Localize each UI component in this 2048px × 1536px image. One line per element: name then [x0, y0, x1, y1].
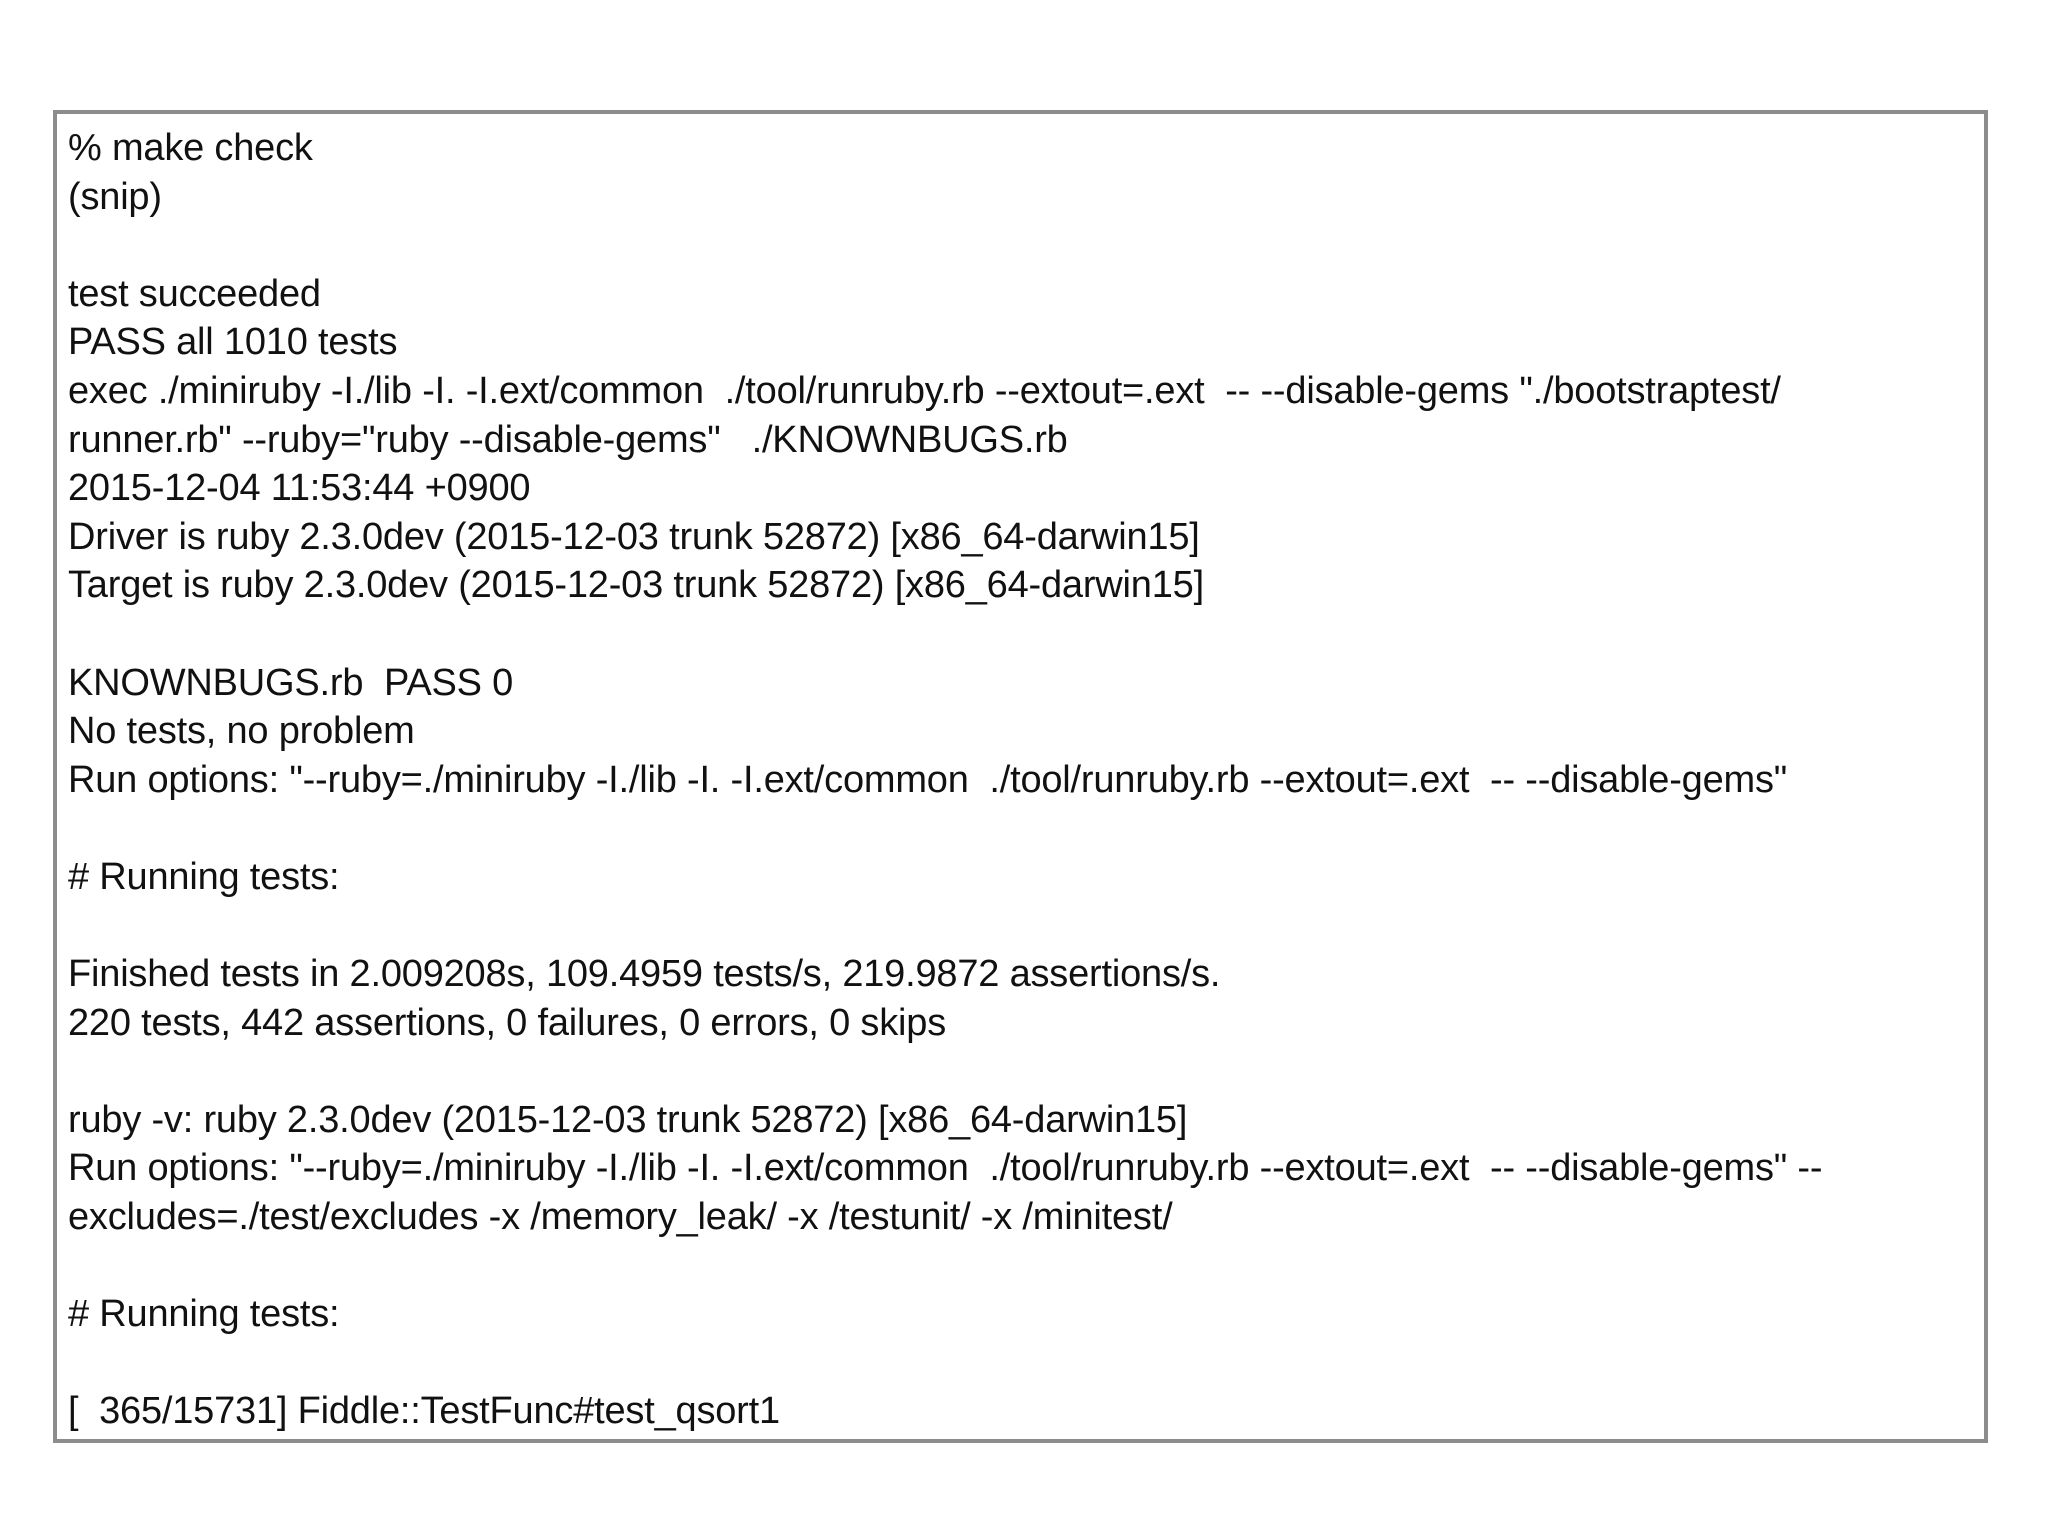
terminal-blank-line — [68, 902, 1974, 951]
terminal-blank-line — [68, 221, 1974, 270]
terminal-line: runner.rb" --ruby="ruby --disable-gems" ./KNOWNBUGS.rb — [68, 418, 1068, 461]
terminal-blank-line — [68, 610, 1974, 659]
terminal-blank-line — [68, 804, 1974, 853]
terminal-line: 220 tests, 442 assertions, 0 failures, 0 errors, 0 skips — [68, 1001, 946, 1044]
terminal-output — [53, 110, 1988, 1443]
terminal-line: Run options: "--ruby=./miniruby -I./lib -I. -I.ext/common ./tool/runruby.rb --extout=.ext -- --disable-gems" -- — [68, 1147, 1823, 1190]
terminal-line: [ 365/15731] Fiddle::TestFunc#test_qsort1 — [68, 1390, 780, 1433]
terminal-line: exec ./miniruby -I./lib -I. -I.ext/common ./tool/runruby.rb --extout=.ext -- --disable-gems "./bootstraptest/ — [68, 369, 1781, 412]
terminal-blank-line — [68, 1242, 1974, 1291]
terminal-line: % make check — [68, 127, 313, 169]
terminal-blank-line — [68, 1047, 1974, 1096]
terminal-line: Target is ruby 2.3.0dev (2015-12-03 trunk 52872) [x86_64-darwin15] — [68, 564, 1204, 607]
terminal-line: No tests, no problem — [68, 710, 415, 753]
terminal-line: Driver is ruby 2.3.0dev (2015-12-03 trunk 52872) [x86_64-darwin15] — [68, 515, 1200, 558]
terminal-line: ruby -v: ruby 2.3.0dev (2015-12-03 trunk 52872) [x86_64-darwin15] — [68, 1098, 1188, 1141]
terminal-line: Finished tests in 2.009208s, 109.4959 tests/s, 219.9872 assertions/s. — [68, 953, 1221, 996]
terminal-line: KNOWNBUGS.rb PASS 0 — [68, 661, 514, 704]
terminal-line: 2015-12-04 11:53:44 +0900 — [68, 467, 531, 510]
terminal-line: test succeeded — [68, 272, 321, 315]
terminal-blank-line — [68, 1339, 1974, 1388]
terminal-line: excludes=./test/excludes -x /memory_leak/ -x /testunit/ -x /minitest/ — [68, 1196, 1173, 1239]
terminal-line: (snip) — [68, 175, 162, 218]
terminal-line: PASS all 1010 tests — [68, 321, 398, 364]
terminal-line: # Running tests: — [68, 855, 340, 898]
terminal-line: # Running tests: — [68, 1293, 340, 1336]
terminal-line: Run options: "--ruby=./miniruby -I./lib -I. -I.ext/common ./tool/runruby.rb --extout=.ext -- --disable-gems" — [68, 758, 1788, 801]
